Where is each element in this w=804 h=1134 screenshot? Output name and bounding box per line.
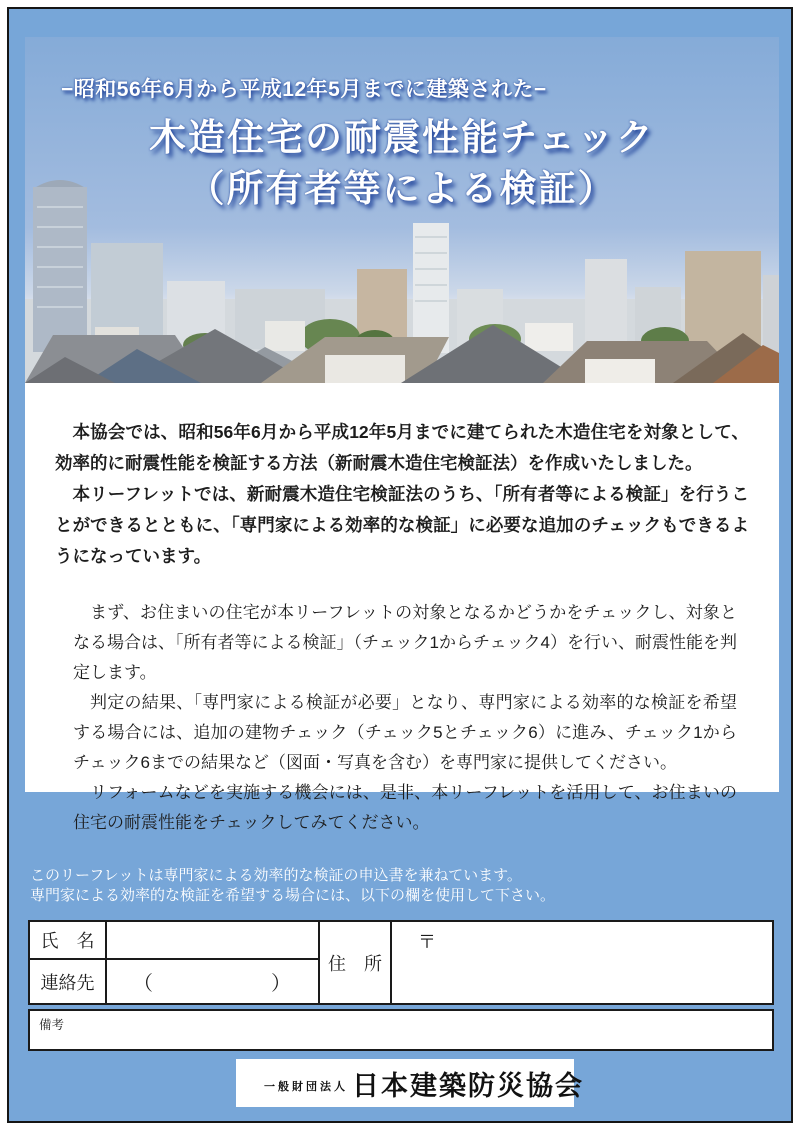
instructions-paragraph: 判定の結果、「専門家による検証が必要」となり、専門家による効率的な検証を希望する場合には、追加の建物チェック（チェック5とチェック6）に進み、チェック1からチェック6までの結果など（図面・写真を含む）を専門家に提供してください。 <box>73 693 737 772</box>
name-input-cell[interactable] <box>106 921 319 959</box>
instructions-block <box>25 598 779 838</box>
intro-paragraph: 本協会では、昭和56年6月から平成12年5月までに建てられた木造住宅を対象として、効率的に耐震性能を検証する方法（新耐震木造住宅検証法）を作成いたしました。 <box>55 422 749 473</box>
postal-mark: 〒 <box>418 932 436 952</box>
org-name-label: 日本建築防災協会 <box>352 1070 584 1101</box>
application-note-line: このリーフレットは専門家による効率的な検証の申込書を兼ねています。 <box>30 867 522 884</box>
org-type-label: 一般財団法人 <box>264 1081 348 1093</box>
intro-panel <box>25 383 779 832</box>
remarks-label: 備考 <box>39 1018 65 1032</box>
application-note-line: 専門家による効率的な検証を希望する場合には、以下の欄を使用して下さい。 <box>30 887 556 904</box>
contact-label: 連絡先 <box>29 959 106 1004</box>
page-title: 木造住宅の耐震性能チェック <box>149 117 655 158</box>
intro-block <box>25 417 779 572</box>
footer-logo <box>236 1059 584 1107</box>
page-background <box>7 7 793 1123</box>
instructions-paragraph: リフォームなどを実施する機会には、是非、本リーフレットを活用して、お住まいの住宅の耐震性能をチェックしてみてください。 <box>73 783 737 832</box>
contact-input-cell[interactable]: （ ） <box>106 959 319 1004</box>
address-label: 住 所 <box>319 921 391 1004</box>
header-photo <box>25 37 779 383</box>
remarks-box[interactable] <box>28 1009 774 1051</box>
intro-paragraph: 本リーフレットでは、新耐震木造住宅検証法のうち、「所有者等による検証」を行うことができるとともに、「専門家による効率的な検証」に必要な追加のチェックもできるようになっています。 <box>55 484 749 566</box>
instructions-paragraph: まず、お住まいの住宅が本リーフレットの対象となるかどうかをチェックし、対象となる場合は、「所有者等による検証」（チェック1からチェック4）を行い、耐震性能を判定します。 <box>73 603 737 682</box>
applicant-form-table <box>28 920 774 1005</box>
address-input-cell[interactable] <box>391 921 773 1004</box>
page-title-line2: （所有者等による検証） <box>187 168 617 209</box>
application-note <box>30 866 770 906</box>
name-label: 氏 名 <box>29 921 106 959</box>
header-subtitle: −昭和56年6月から平成12年5月までに建築された− <box>61 78 547 101</box>
